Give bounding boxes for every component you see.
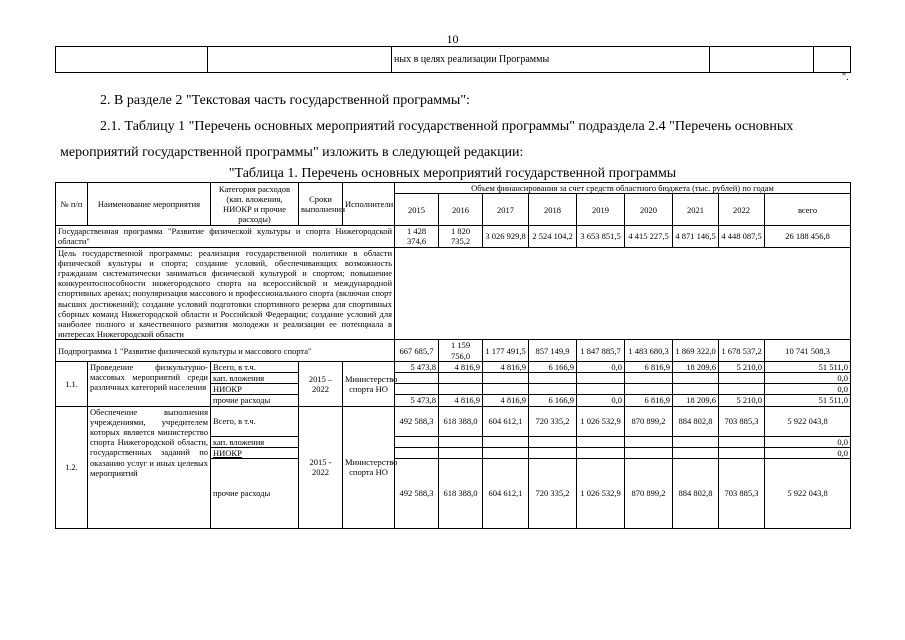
value-cell (577, 373, 625, 384)
empty-cell (814, 47, 851, 73)
header-year: 2021 (673, 194, 719, 226)
program-row (56, 226, 851, 247)
total-cell: 26 188 456,8 (765, 226, 851, 247)
item-number: 1.2. (56, 406, 88, 528)
executor-cell: Министерство спорта НО (343, 361, 395, 406)
category-cell: кап. вложения (211, 436, 299, 447)
value-cell: 1 026 532,9 (577, 459, 625, 529)
goal-row (56, 247, 851, 340)
value-cell: 6 816,9 (625, 361, 673, 372)
value-cell: 4 816,9 (439, 361, 483, 372)
closing-quote: ". (842, 72, 849, 83)
category-cell: прочие расходы (211, 459, 299, 529)
value-cell: 2 524 104,2 (529, 226, 577, 247)
header-year: 2018 (529, 194, 577, 226)
value-cell: 0,0 (577, 361, 625, 372)
header-year: 2019 (577, 194, 625, 226)
value-cell: 0,0 (577, 395, 625, 406)
value-cell (439, 373, 483, 384)
header-year: 2017 (483, 194, 529, 226)
header-category: Категория расходов (кап. вложения, НИОКР и прочие расходы) (211, 183, 299, 226)
subprogram-label: Подпрограмма 1 "Развитие физической культуры и массового спорта" (56, 340, 395, 361)
header-num: № п/п (56, 183, 88, 226)
continuation-table-row (55, 46, 851, 73)
paragraph-2-1-line-2: мероприятий государственной программы" изложить в следующей редакции: (60, 145, 524, 160)
value-cell: 4 871 146,5 (673, 226, 719, 247)
value-cell (395, 436, 439, 447)
value-cell (719, 436, 765, 447)
value-cell: 5 473,8 (395, 395, 439, 406)
value-cell: 492 588,3 (395, 459, 439, 529)
value-cell: 18 209,6 (673, 361, 719, 372)
value-cell (625, 436, 673, 447)
term-cell: 2015 - 2022 (299, 406, 343, 528)
paragraph-2-1-line-1: 2.1. Таблицу 1 "Перечень основных мероприятий государственной программы" подраздела 2.4 "Перечень основных (100, 119, 794, 134)
value-cell: 1 678 537,2 (719, 340, 765, 361)
category-cell: НИОКР (211, 384, 299, 395)
header-financing: Объем финансирования за счет средств областного бюджета (тыс. рублей) по годам (395, 183, 851, 194)
value-cell (577, 384, 625, 395)
value-cell (483, 436, 529, 447)
total-cell: 0,0 (765, 436, 851, 447)
value-cell (529, 436, 577, 447)
empty-cell (208, 47, 392, 73)
total-cell: 51 511,0 (765, 395, 851, 406)
value-cell: 4 816,9 (483, 361, 529, 372)
header-name: Наименование мероприятия (88, 183, 211, 226)
value-cell: 4 816,9 (439, 395, 483, 406)
goal-text: Цель государственной программы: реализация государственной политики в области физической культуры и спорта; создание условий, обеспечивающих возможность гражданам систематически заниматься физической культурой и спортом; повышение конкурентоспособности нижегородского спорта на всероссийской и международной спортивных аренах; популяризация массового и профессионального спорта (включая спорт высших достижений); создание условий подготовки спортивного резерва для спортивных сборных команд Нижегородской области и Российской Федерации; создание условий для наиболее полного и качественного развития молодежи и реализации ее потенциала в интересах Нижегородской области (56, 247, 395, 340)
value-cell (483, 447, 529, 458)
item-name: Проведение физкультурно-массовых мероприятий среди различных категорий населения (88, 361, 211, 406)
total-cell: 0,0 (765, 373, 851, 384)
value-cell: 4 816,9 (483, 395, 529, 406)
value-cell (439, 384, 483, 395)
value-cell: 604 612,1 (483, 459, 529, 529)
value-cell: 618 388,0 (439, 459, 483, 529)
value-cell (395, 384, 439, 395)
value-cell: 5 210,0 (719, 395, 765, 406)
category-cell: Всего, в т.ч. (211, 406, 299, 436)
value-cell: 1 820 735,2 (439, 226, 483, 247)
value-cell (439, 436, 483, 447)
value-cell (483, 373, 529, 384)
table-row (56, 361, 851, 372)
category-cell: прочие расходы (211, 395, 299, 406)
value-cell (529, 384, 577, 395)
value-cell: 3 653 851,5 (577, 226, 625, 247)
header-executors: Исполнители (343, 183, 395, 226)
header-year: 2020 (625, 194, 673, 226)
value-cell: 5 473,8 (395, 361, 439, 372)
value-cell: 604 612,1 (483, 406, 529, 436)
value-cell (625, 384, 673, 395)
total-cell: 10 741 508,3 (765, 340, 851, 361)
paragraph-section-2: 2. В разделе 2 "Текстовая часть государственной программы": (100, 93, 470, 108)
value-cell: 703 885,3 (719, 459, 765, 529)
value-cell: 618 388,0 (439, 406, 483, 436)
item-number: 1.1. (56, 361, 88, 406)
value-cell: 5 210,0 (719, 361, 765, 372)
value-cell (673, 384, 719, 395)
value-cell: 884 802,8 (673, 459, 719, 529)
value-cell: 1 159 756,0 (439, 340, 483, 361)
total-cell: 5 922 043,8 (765, 459, 851, 529)
value-cell (529, 447, 577, 458)
total-cell: 0,0 (765, 447, 851, 458)
category-cell: кап. вложения (211, 373, 299, 384)
value-cell: 1 428 374,6 (395, 226, 439, 247)
term-cell: 2015 – 2022 (299, 361, 343, 406)
value-cell: 870 899,2 (625, 406, 673, 436)
category-cell: НИОКР (211, 447, 299, 458)
value-cell: 720 335,2 (529, 406, 577, 436)
value-cell (577, 447, 625, 458)
value-cell: 1 483 680,3 (625, 340, 673, 361)
value-cell (673, 373, 719, 384)
header-year: 2015 (395, 194, 439, 226)
value-cell: 4 448 087,5 (719, 226, 765, 247)
value-cell: 703 885,3 (719, 406, 765, 436)
executor-cell: Министерство спорта НО (343, 406, 395, 528)
value-cell: 870 899,2 (625, 459, 673, 529)
value-cell: 18 209,6 (673, 395, 719, 406)
value-cell: 492 588,3 (395, 406, 439, 436)
program-label: Государственная программа "Развитие физической культуры и спорта Нижегородской области" (56, 226, 395, 247)
header-year: 2016 (439, 194, 483, 226)
category-cell: Всего, в т.ч. (211, 361, 299, 372)
value-cell: 1 177 491,5 (483, 340, 529, 361)
value-cell: 884 802,8 (673, 406, 719, 436)
value-cell: 6 166,9 (529, 361, 577, 372)
value-cell (625, 373, 673, 384)
subprogram-row (56, 340, 851, 361)
value-cell (483, 384, 529, 395)
value-cell (395, 373, 439, 384)
value-cell (719, 447, 765, 458)
value-cell: 1 026 532,9 (577, 406, 625, 436)
value-cell: 720 335,2 (529, 459, 577, 529)
header-total: всего (765, 194, 851, 226)
value-cell: 3 026 929,8 (483, 226, 529, 247)
value-cell (577, 436, 625, 447)
empty-cell (710, 47, 814, 73)
value-cell: 1 847 885,7 (577, 340, 625, 361)
value-cell (529, 373, 577, 384)
header-year: 2022 (719, 194, 765, 226)
value-cell (719, 373, 765, 384)
value-cell (439, 447, 483, 458)
value-cell (719, 384, 765, 395)
page-number: 10 (446, 32, 459, 46)
value-cell: 667 685,7 (395, 340, 439, 361)
value-cell: 6 166,9 (529, 395, 577, 406)
value-cell (395, 447, 439, 458)
header-term: Сроки выполнения (299, 183, 343, 226)
value-cell (673, 436, 719, 447)
value-cell: 4 415 227,5 (625, 226, 673, 247)
table-title: "Таблица 1. Перечень основных мероприятий государственной программы (228, 166, 677, 181)
item-name: Обеспечение выполнения учреждениями, учредителем которых является министерство спорта Нижегородской области, государственных заданий по оказанию услуг и иных целевых мероприятий (88, 406, 211, 528)
continuation-text: ных в целях реализации Программы (392, 47, 710, 73)
value-cell (625, 447, 673, 458)
table-row (56, 406, 851, 436)
total-cell: 0,0 (765, 384, 851, 395)
total-cell: 5 922 043,8 (765, 406, 851, 436)
value-cell (673, 447, 719, 458)
measures-table (55, 182, 851, 529)
value-cell: 1 869 322,0 (673, 340, 719, 361)
goal-empty-cell (395, 247, 851, 340)
value-cell: 857 149,9 (529, 340, 577, 361)
value-cell: 6 816,9 (625, 395, 673, 406)
total-cell: 51 511,0 (765, 361, 851, 372)
empty-cell (56, 47, 208, 73)
